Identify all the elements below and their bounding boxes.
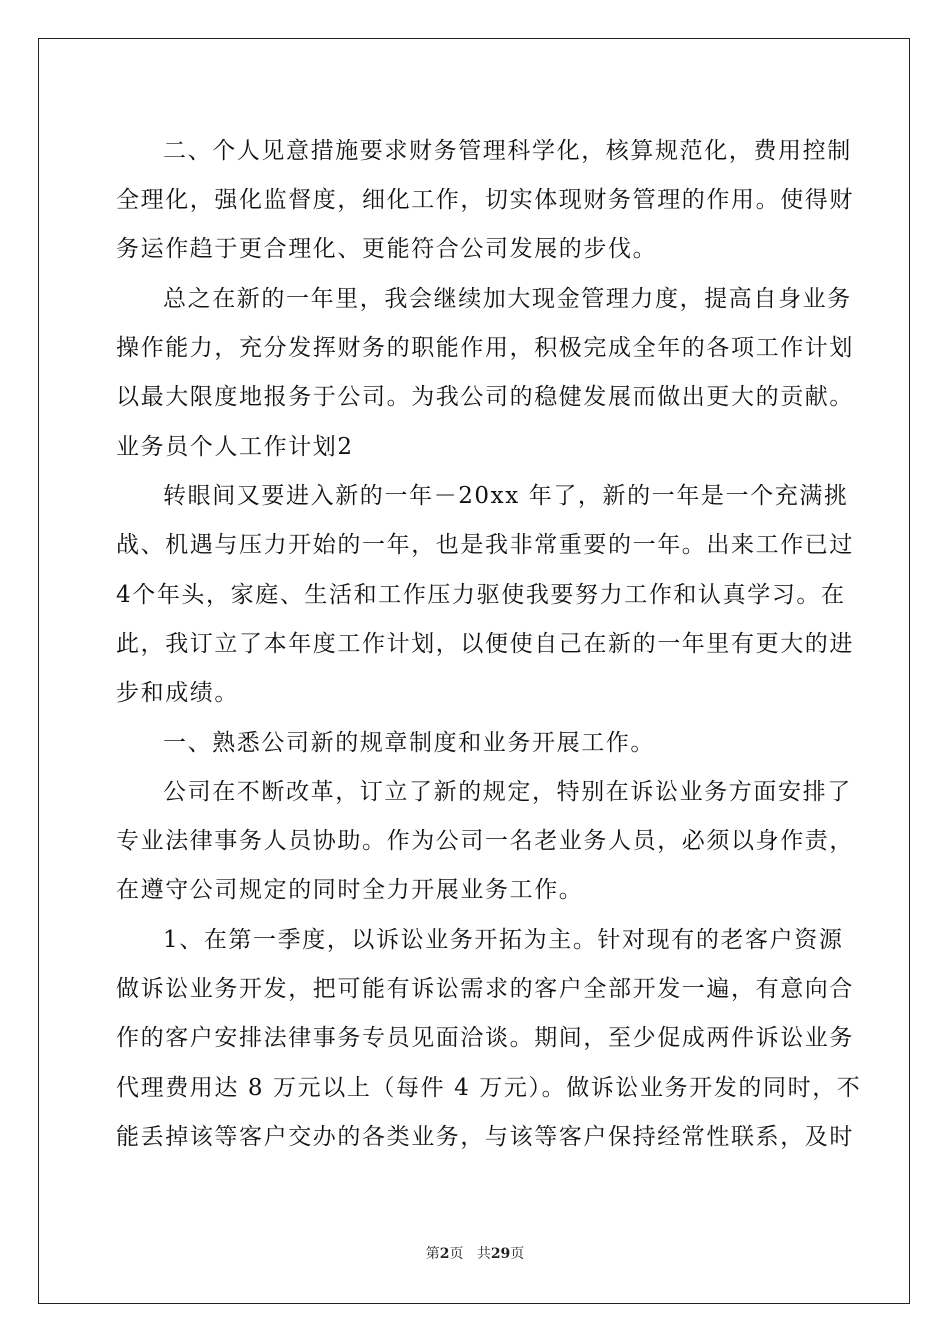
section-heading: 业务员个人工作计划2 [116, 434, 354, 460]
paragraph-line: 转眼间又要进入新的一年－20xx 年了，新的一年是一个充满挑 [163, 483, 849, 509]
paragraph-line: 4个年头，家庭、生活和工作压力驱使我要努力工作和认真学习。在 [116, 582, 846, 608]
paragraph-line: 作的客户安排法律事务专员见面洽谈。期间，至少促成两件诉讼业务 [116, 1025, 854, 1051]
paragraph-line: 战、机遇与压力开始的一年，也是我非常重要的一年。出来工作已过 [116, 532, 854, 558]
paragraph-line: 操作能力，充分发挥财务的职能作用，积极完成全年的各项工作计划 [116, 335, 854, 361]
paragraph-line: 公司在不断改革，订立了新的规定，特别在诉讼业务方面安排了 [163, 779, 852, 805]
page-current: 2 [439, 1246, 450, 1262]
page-footer [0, 1244, 950, 1264]
total-suffix: 页 [510, 1246, 525, 1262]
paragraph-line: 总之在新的一年里，我会继续加大现金管理力度，提高自身业务 [163, 286, 852, 312]
paragraph-line: 在遵守公司规定的同时全力开展业务工作。 [116, 877, 584, 903]
paragraph-line: 二、个人见意措施要求财务管理科学化，核算规范化，费用控制 [163, 138, 852, 164]
paragraph-line: 1、在第一季度，以诉讼业务开拓为主。针对现有的老客户资源 [163, 927, 844, 953]
total-prefix: 共 [476, 1246, 491, 1262]
page-border [38, 38, 910, 1304]
page-total: 29 [490, 1246, 511, 1262]
paragraph-line: 专业法律事务人员协助。作为公司一名老业务人员，必须以身作责， [116, 828, 854, 854]
paragraph-line: 以最大限度地报务于公司。为我公司的稳健发展而做出更大的贡献。 [116, 384, 854, 410]
page-suffix: 页 [449, 1246, 464, 1262]
paragraph-line: 能丢掉该等客户交办的各类业务，与该等客户保持经常性联系，及时 [116, 1124, 854, 1150]
paragraph-line: 一、熟悉公司新的规章制度和业务开展工作。 [163, 730, 655, 756]
paragraph-line: 代理费用达 8 万元以上（每件 4 万元）。做诉讼业务开发的同时，不 [116, 1075, 862, 1101]
paragraph-line: 全理化，强化监督度，细化工作，切实体现财务管理的作用。使得财 [116, 187, 854, 213]
page-prefix: 第 [425, 1246, 440, 1262]
paragraph-line: 此，我订立了本年度工作计划，以便使自己在新的一年里有更大的进 [116, 631, 854, 657]
paragraph-line: 务运作趋于更合理化、更能符合公司发展的步伐。 [116, 236, 658, 262]
paragraph-line: 步和成绩。 [116, 680, 239, 706]
paragraph-line: 做诉讼业务开发，把可能有诉讼需求的客户全部开发一遍，有意向合 [116, 976, 854, 1002]
